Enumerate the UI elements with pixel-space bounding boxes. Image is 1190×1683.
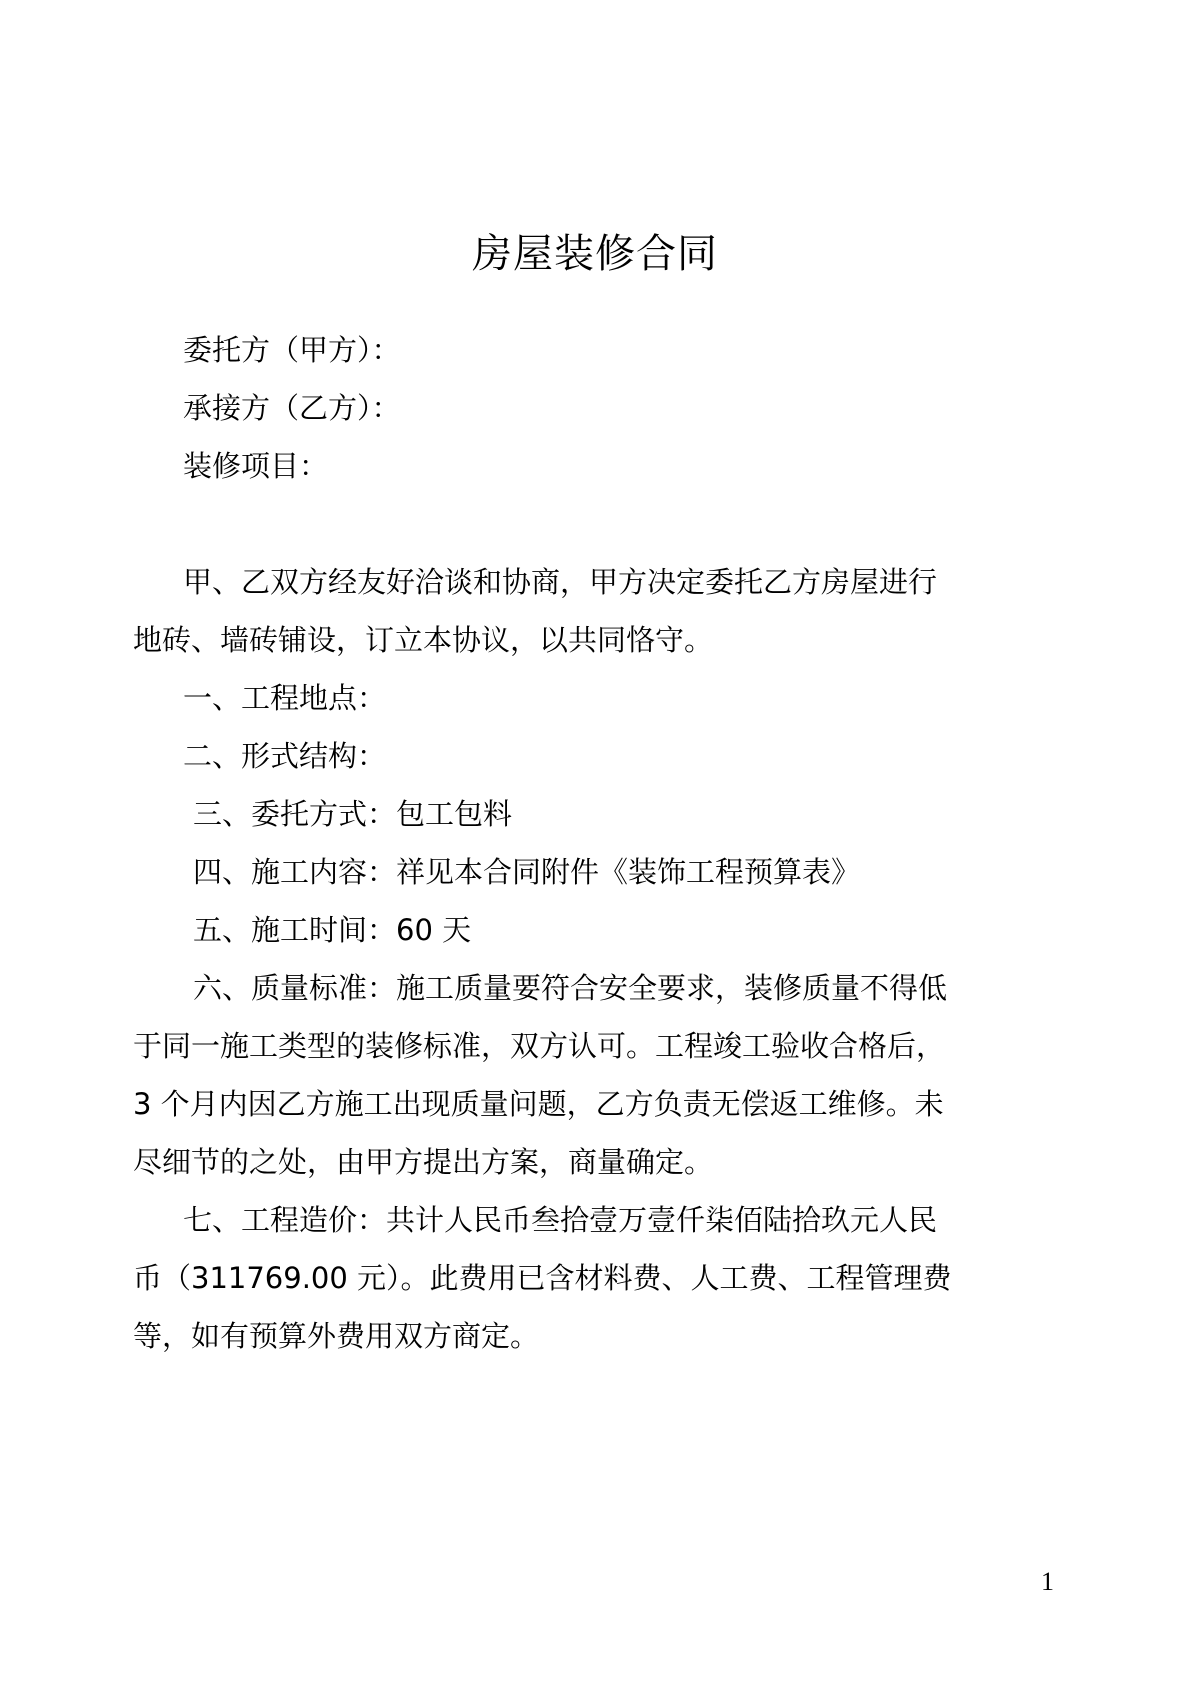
client-party-line: 委托方（甲方）： [183,333,401,367]
clause-structure: 二、形式结构： [183,739,387,773]
page-number: 1 [1041,1567,1054,1596]
clause-quality-line: 3 个月内因乙方施工出现质量问题，乙方负责无偿返工维修。未 [133,1087,944,1121]
clause-cost-line: 币（311769.00 元）。此费用已含材料费、人工费、工程管理费 [133,1261,952,1295]
clause-quality-line: 于同一施工类型的装修标准，双方认可。工程竣工验收合格后， [133,1029,946,1063]
clause-location: 一、工程地点： [183,681,387,715]
intro-line: 甲、乙双方经友好洽谈和协商，甲方决定委托乙方房屋进行 [183,565,938,599]
clause-quality-line: 六、质量标准：施工质量要符合安全要求，装修质量不得低 [193,971,948,1005]
clause-method: 三、委托方式：包工包料 [193,797,513,831]
clause-cost-line: 七、工程造价：共计人民币叁拾壹万壹仟柒佰陆拾玖元人民 [183,1203,938,1237]
project-line: 装修项目： [183,449,329,483]
contractor-party-line: 承接方（乙方）： [183,391,401,425]
clause-quality-line: 尽细节的之处，由甲方提出方案，商量确定。 [133,1145,714,1179]
clause-cost-line: 等，如有预算外费用双方商定。 [133,1319,540,1353]
clause-duration: 五、施工时间：60 天 [193,913,472,947]
document-title: 房屋装修合同 [472,231,718,277]
intro-line: 地砖、墙砖铺设，订立本协议，以共同恪守。 [133,623,714,657]
clause-content: 四、施工内容：祥见本合同附件《装饰工程预算表》 [193,855,861,889]
